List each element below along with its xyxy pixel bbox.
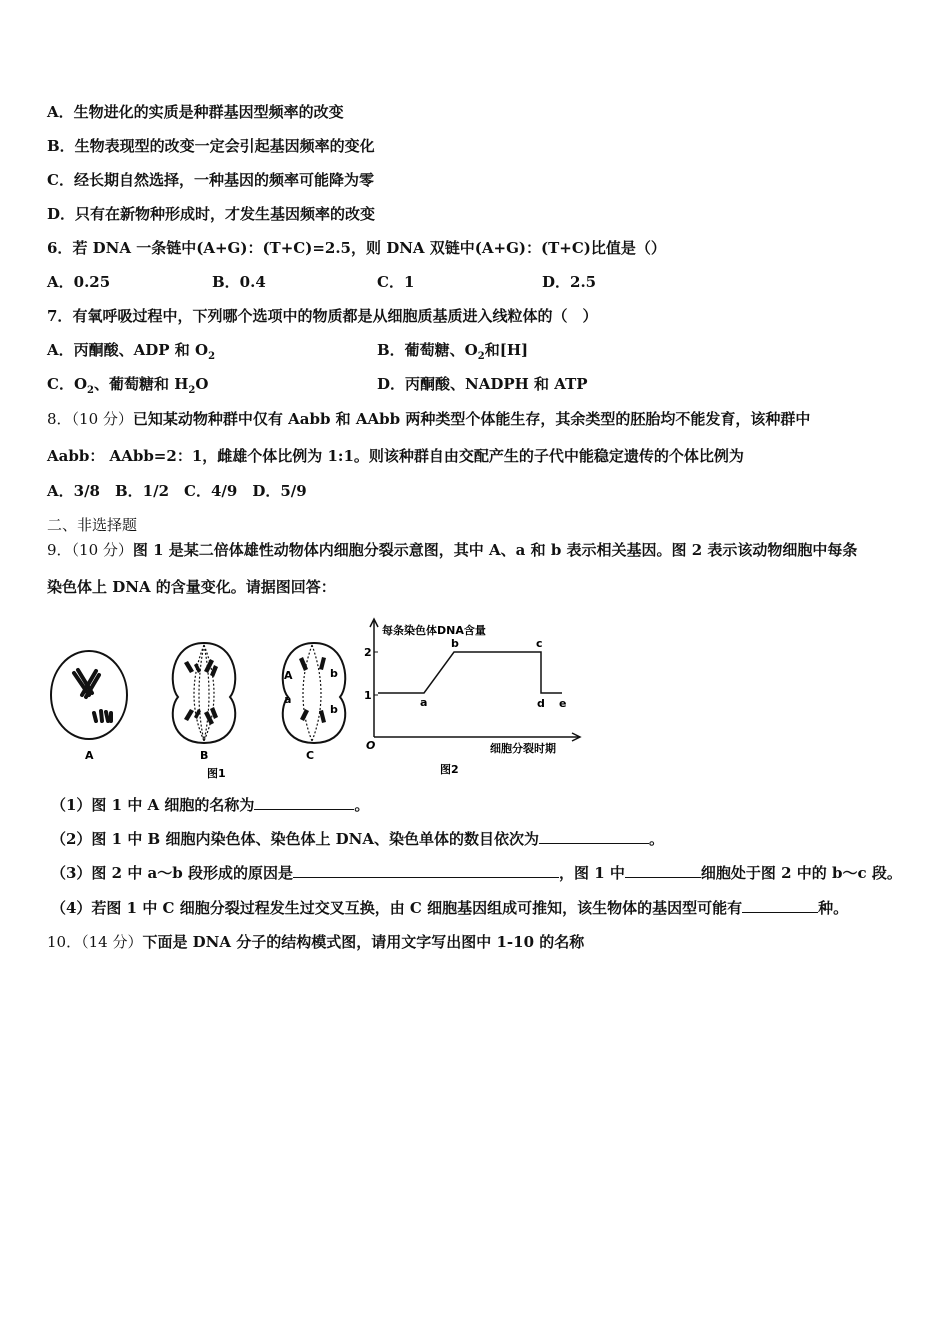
answer-blank-4[interactable] <box>742 898 818 913</box>
q5-option-a: A．生物进化的实质是种群基因型频率的改变 <box>47 103 344 121</box>
q10-stem: 下面是 DNA 分子的结构模式图，请用文字写出图中 1-10 的名称 <box>142 933 585 951</box>
answer-blank-3b[interactable] <box>625 863 701 878</box>
fig2-origin: O <box>366 739 376 752</box>
section-heading: 二、非选择题 <box>47 516 138 534</box>
cell-c <box>283 643 346 762</box>
q7-option-a: A．丙酮酸、ADP 和 $O_2$ <box>47 341 216 362</box>
cell-a <box>51 651 127 762</box>
gene-label-b-upper: b <box>330 667 338 680</box>
q9-sub1: （1）图 1 中 A 细胞的名称为 。 <box>51 796 370 814</box>
fig2-xlabel: 细胞分裂时期 <box>490 742 556 755</box>
fig1-caption: 图1 <box>207 767 226 780</box>
q5-option-d: D．只有在新物种形成时，才发生基因频率的改变 <box>47 205 376 223</box>
fig2-point-d: d <box>537 697 545 710</box>
q10-stem-line <box>47 932 584 952</box>
q6-stem: 若 DNA 一条链中(A+G)：(T+C)=2.5，则 DNA 双链中(A+G)：(T+C)比值是（） <box>72 239 666 257</box>
q9-stem-line1 <box>47 540 857 560</box>
q6-options <box>47 272 927 292</box>
q9-sub3: （3）图 2 中 a～b 段形成的原因是 ，图 1 中 细胞处于图 2 中的 b～c 段。 <box>51 864 902 882</box>
answer-blank-2[interactable] <box>539 829 649 844</box>
fig2-dna-line <box>378 652 562 693</box>
q6-option-a: A．0.25 <box>47 273 111 291</box>
gene-label-b-lower: b <box>330 703 338 716</box>
fig2-point-c: c <box>536 637 543 650</box>
q8-options: A．3/8 B．1/2 C．4/9 D．5/9 <box>47 482 307 500</box>
q8-number: 8．（10 分） <box>47 410 133 428</box>
q7-stem: 有氧呼吸过程中，下列哪个选项中的物质都是从细胞质基质进入线粒体的（ ） <box>72 307 598 325</box>
q9-sub2: （2）图 1 中 B 细胞内染色体、染色体上 DNA、染色单体的数目依次为 。 <box>51 830 665 848</box>
q7-number: 7． <box>47 307 73 325</box>
q7-option-b: B．葡萄糖、$O_2$和[H] <box>377 341 529 362</box>
q6-option-c: C．1 <box>377 273 415 291</box>
cell-a-label: A <box>85 749 94 762</box>
answer-blank-3a[interactable] <box>293 863 559 878</box>
fig2-point-a: a <box>420 696 428 709</box>
q9-figures <box>44 615 589 785</box>
q6-option-d: D．2.5 <box>542 273 597 291</box>
fig2-point-b: b <box>451 637 459 650</box>
gene-label-a-lower: a <box>284 693 292 706</box>
answer-blank-1[interactable] <box>254 795 354 810</box>
q10-number: 10．（14 分） <box>47 933 143 951</box>
cell-b-label: B <box>200 749 209 762</box>
q7-stem-line <box>47 306 597 326</box>
fig2-ytick-2: 2 <box>364 646 372 659</box>
q6-number: 6． <box>47 239 73 257</box>
fig2-ylabel: 每条染色体DNA含量 <box>382 624 486 637</box>
q5-option-c: C．经长期自然选择，一种基因的频率可能降为零 <box>47 171 374 189</box>
q9-stem-line2: 染色体上 DNA 的含量变化。请据图回答： <box>47 578 336 596</box>
q8-stem1: 已知某动物种群中仅有 Aabb 和 AAbb 两种类型个体能生存，其余类型的胚胎均不能发育，该种群中 <box>132 410 811 428</box>
q7-options-row1 <box>47 340 927 360</box>
gene-label-a-upper: A <box>284 669 293 682</box>
q9-stem1: 图 1 是某二倍体雄性动物体内细胞分裂示意图，其中 A、a 和 b 表示相关基因。图 2 表示该动物细胞中每条 <box>132 541 858 559</box>
q8-stem-line2: Aabb： AAbb=2：1，雌雄个体比例为 1:1。则该种群自由交配产生的子代中能稳定遗传的个体比例为 <box>47 447 744 465</box>
cell-c-label: C <box>306 749 315 762</box>
q7-option-d: D．丙酮酸、NADPH 和 ATP <box>377 375 588 393</box>
fig2-point-e: e <box>559 697 567 710</box>
fig2-caption: 图2 <box>440 763 459 776</box>
q5-option-b: B．生物表现型的改变一定会引起基因频率的变化 <box>47 137 375 155</box>
q9-sub4: （4）若图 1 中 C 细胞分裂过程发生过交叉互换，由 C 细胞基因组成可推知，该生物体的基因型可能有 种。 <box>51 899 849 917</box>
q9-number: 9．（10 分） <box>47 541 133 559</box>
q7-option-c: C．$O_2$、葡萄糖和 $H_2O$ <box>47 375 209 396</box>
fig2-chart <box>364 619 580 755</box>
q7-options-row2 <box>47 374 927 394</box>
q6-stem-line <box>47 238 666 258</box>
q6-option-b: B．0.4 <box>212 273 266 291</box>
cell-b <box>173 643 236 762</box>
fig2-ytick-1: 1 <box>364 689 372 702</box>
q8-stem-line1 <box>47 409 810 429</box>
